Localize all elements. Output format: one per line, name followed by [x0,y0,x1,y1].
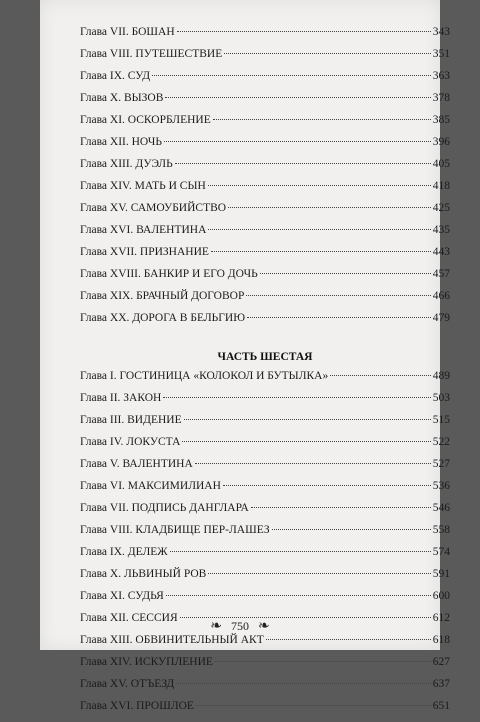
chapter-page-number: 351 [432,48,450,60]
toc-entry [80,700,450,722]
chapter-title: Глава III. ВИДЕНИЕ [80,414,182,426]
toc-entry [80,502,450,524]
chapter-title: Глава XI. СУДЬЯ [80,590,164,602]
dot-leader [196,705,431,706]
toc-entry [80,524,450,546]
toc-entry [80,392,450,414]
chapter-title: Глава II. ЗАКОН [80,392,162,404]
dot-leader [175,163,431,164]
chapter-title: Глава IX. СУД [80,70,151,82]
dot-leader [223,485,431,486]
chapter-page-number: 343 [432,26,450,38]
dot-leader [208,229,430,230]
dot-leader [247,317,431,318]
dot-leader [215,661,431,662]
dot-leader [208,185,431,186]
toc-entry [80,158,450,180]
ornament-right-icon: ❧ [258,619,270,634]
chapter-title: Глава VII. ПОДПИСЬ ДАНГЛАРА [80,502,249,514]
chapter-title: Глава V. ВАЛЕНТИНА [80,458,193,470]
chapter-title: Глава IV. ЛОКУСТА [80,436,181,448]
dot-leader [211,251,431,252]
dot-leader [195,463,431,464]
chapter-page-number: 466 [432,290,450,302]
toc-entry [80,436,450,458]
toc-group-part-five [80,26,450,334]
chapter-page-number: 612 [432,612,450,624]
dot-leader [164,141,431,142]
page-number: 750 [231,619,249,633]
dot-leader [266,639,431,640]
toc-entry [80,224,450,246]
chapter-title: Глава X. ЛЬВИНЫЙ РОВ [80,568,207,580]
chapter-title: Глава XIII. ДУЭЛЬ [80,158,173,170]
chapter-page-number: 618 [432,634,450,646]
chapter-title: Глава XIII. ОБВИНИТЕЛЬНЫЙ АКТ [80,634,264,646]
chapter-title: Глава XVII. ПРИЗНАНИЕ [80,246,209,258]
chapter-page-number: 600 [432,590,450,602]
toc-entry [80,70,450,92]
chapter-title: Глава XIV. ИСКУПЛЕНИЕ [80,656,213,668]
toc-entry [80,26,450,48]
chapter-page-number: 627 [432,656,450,668]
chapter-page-number: 489 [432,370,450,382]
chapter-page-number: 396 [432,136,450,148]
dot-leader [208,573,430,574]
dot-leader [184,419,431,420]
dot-leader [152,75,431,76]
chapter-page-number: 418 [432,180,450,192]
toc-entry [80,678,450,700]
chapter-title: Глава VIII. КЛАДБИЩЕ ПЕР-ЛАШЕЗ [80,524,270,536]
toc-entry [80,656,450,678]
ornament-left-icon: ❧ [210,619,222,634]
chapter-page-number: 435 [432,224,450,236]
chapter-page-number: 385 [432,114,450,126]
toc-entry [80,590,450,612]
toc-group-part-six [80,370,450,722]
toc-entry [80,136,450,158]
chapter-title: Глава XV. ОТЪЕЗД [80,678,175,690]
dot-leader [177,31,431,32]
chapter-title: Глава IX. ДЕЛЕЖ [80,546,168,558]
dot-leader [166,595,431,596]
chapter-page-number: 405 [432,158,450,170]
chapter-page-number: 527 [432,458,450,470]
chapter-page-number: 558 [432,524,450,536]
toc-entry [80,268,450,290]
dot-leader [170,551,431,552]
toc-entry [80,414,450,436]
toc-entry [80,290,450,312]
toc-entry [80,180,450,202]
chapter-page-number: 651 [432,700,450,712]
chapter-page-number: 574 [432,546,450,558]
dot-leader [330,375,431,376]
part-heading: ЧАСТЬ ШЕСТАЯ [217,351,313,363]
toc-entry [80,370,450,392]
chapter-title: Глава VI. МАКСИМИЛИАН [80,480,221,492]
chapter-title: Глава XI. ОСКОРБЛЕНИЕ [80,114,211,126]
chapter-title: Глава XVI. ВАЛЕНТИНА [80,224,207,236]
dot-leader [260,273,431,274]
chapter-title: Глава VII. БОШАН [80,26,175,38]
chapter-title: Глава X. ВЫЗОВ [80,92,164,104]
toc-entry [80,48,450,70]
chapter-title: Глава XVIII. БАНКИР И ЕГО ДОЧЬ [80,268,258,280]
chapter-title: Глава VIII. ПУТЕШЕСТВИЕ [80,48,223,60]
dot-leader [182,441,430,442]
chapter-page-number: 515 [432,414,450,426]
dot-leader [272,529,431,530]
chapter-title: Глава XIX. БРАЧНЫЙ ДОГОВОР [80,290,245,302]
chapter-title: Глава XV. САМОУБИЙСТВО [80,202,227,214]
chapter-title: Глава XX. ДОРОГА В БЕЛЬГИЮ [80,312,246,324]
chapter-page-number: 536 [432,480,450,492]
toc-entry [80,92,450,114]
toc-entry [80,480,450,502]
chapter-page-number: 425 [432,202,450,214]
chapter-page-number: 503 [432,392,450,404]
chapter-title: Глава XII. НОЧЬ [80,136,162,148]
chapter-title: Глава XIV. МАТЬ И СЫН [80,180,206,192]
dot-leader [213,119,431,120]
book-page [40,0,450,712]
chapter-title: Глава XVI. ПРОШЛОЕ [80,700,194,712]
dot-leader [246,295,430,296]
chapter-page-number: 378 [432,92,450,104]
toc-entry [80,568,450,590]
toc-entry [80,246,450,268]
chapter-page-number: 637 [432,678,450,690]
toc-entry [80,312,450,334]
toc-entry [80,458,450,480]
chapter-page-number: 457 [432,268,450,280]
toc-entry [80,114,450,136]
chapter-page-number: 546 [432,502,450,514]
toc-entry [80,546,450,568]
toc-entry [80,202,450,224]
dot-leader [224,53,431,54]
chapter-title: Глава I. ГОСТИНИЦА «КОЛОКОЛ И БУТЫЛКА» [80,370,329,382]
chapter-page-number: 479 [432,312,450,324]
dot-leader [165,97,430,98]
dot-leader [163,397,430,398]
chapter-page-number: 443 [432,246,450,258]
dot-leader [176,683,430,684]
dot-leader [228,207,431,208]
chapter-page-number: 591 [432,568,450,580]
toc-entry [80,634,450,656]
chapter-page-number: 363 [432,70,450,82]
chapter-page-number: 522 [432,436,450,448]
chapter-title: Глава XII. СЕССИЯ [80,612,178,624]
page-footer [40,618,440,635]
dot-leader [251,507,431,508]
